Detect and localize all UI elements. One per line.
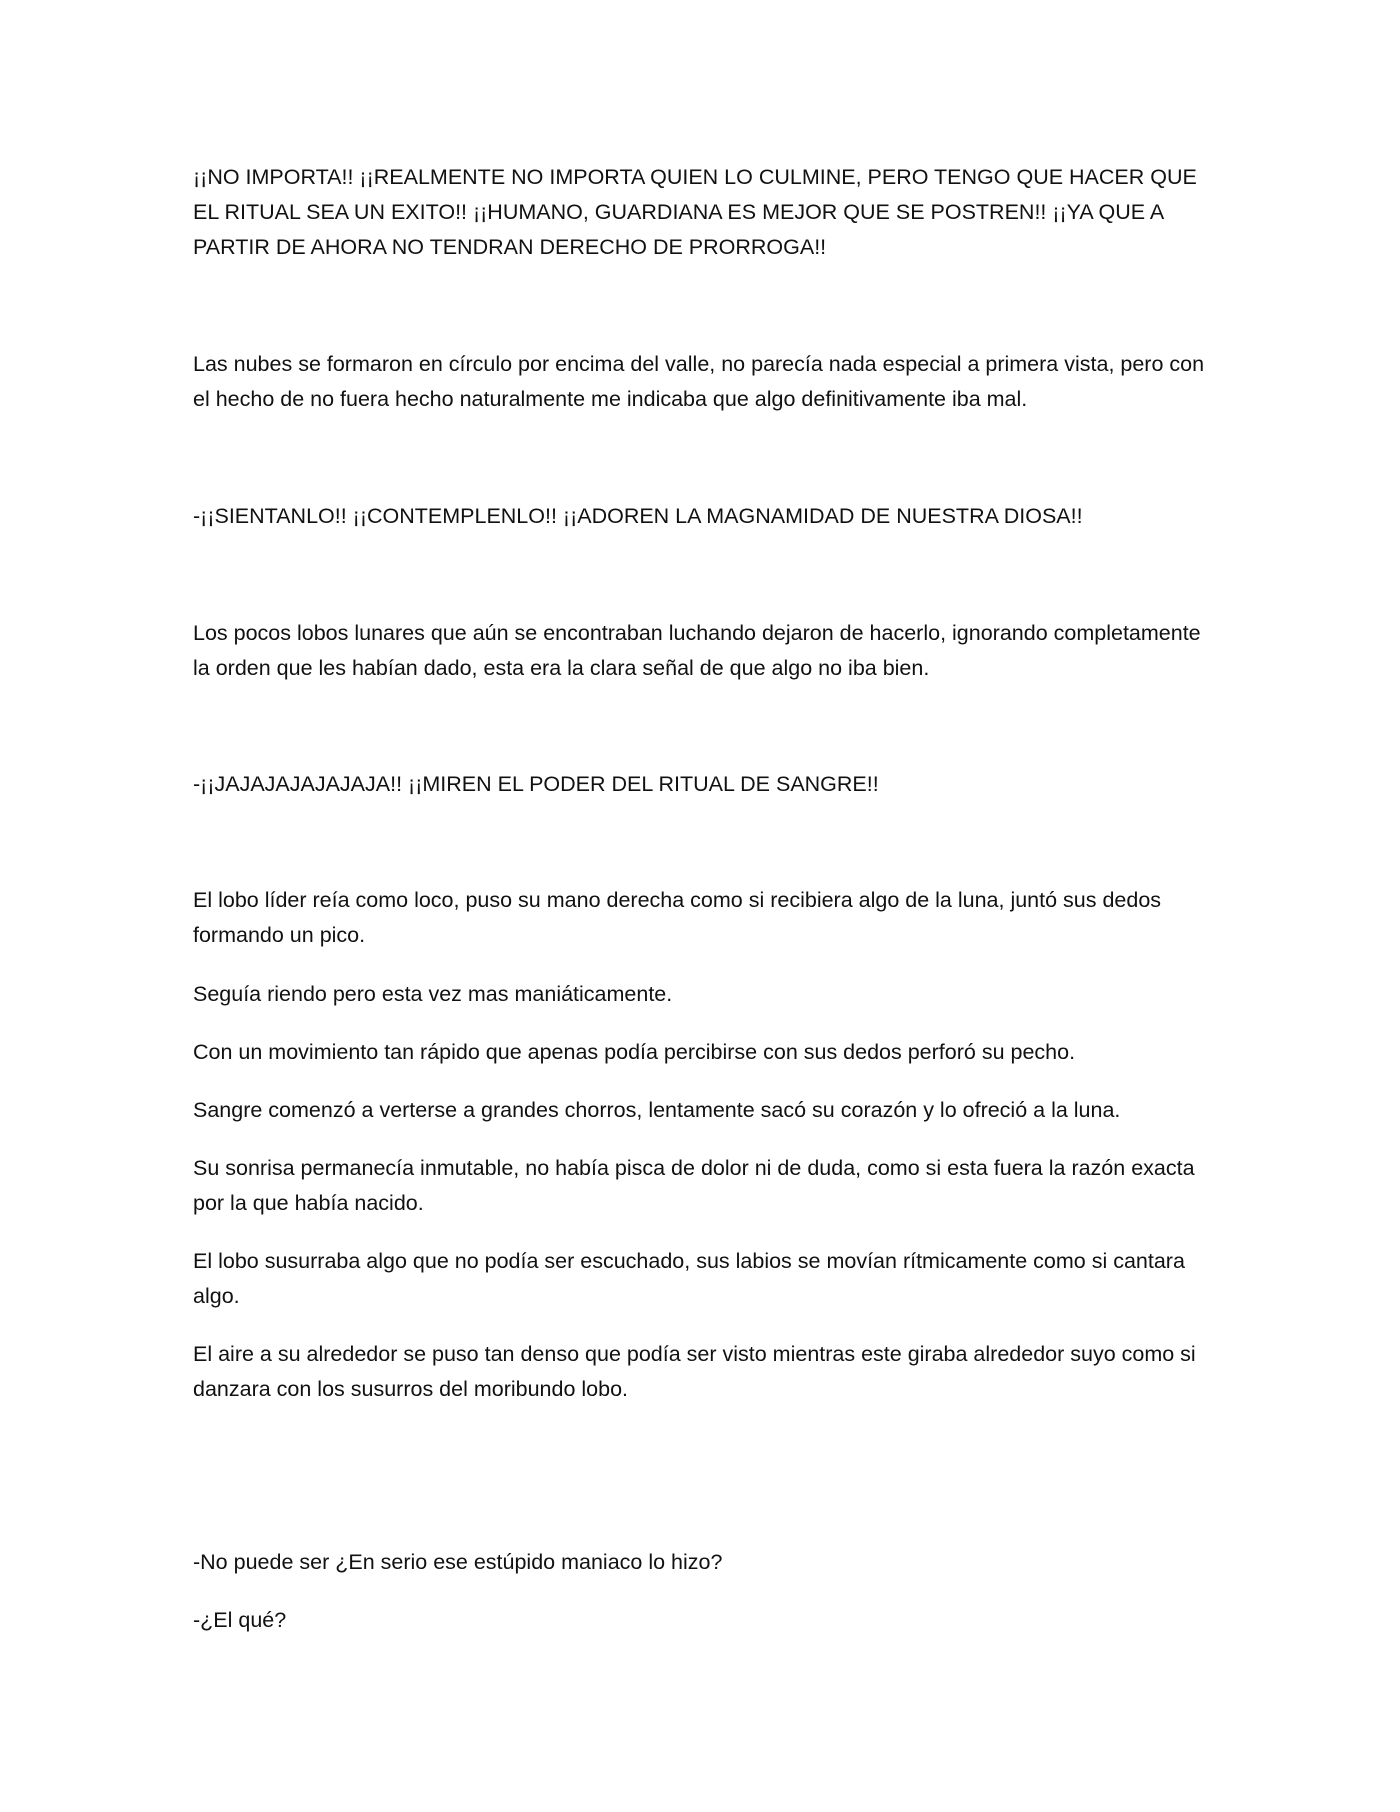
paragraph-5: -¡¡JAJAJAJAJAJAJA!! ¡¡MIREN EL PODER DEL RITUAL DE SANGRE!!: [193, 772, 879, 796]
paragraph-10: Su sonrisa permanecía inmutable, no había pisca de dolor ni de duda, como si esta fuera la razón exacta por la que había nacido.: [193, 1156, 1195, 1215]
paragraph-13: -No puede ser ¿En serio ese estúpido maniaco lo hizo?: [193, 1550, 723, 1574]
paragraph-1: ¡¡NO IMPORTA!! ¡¡REALMENTE NO IMPORTA QUIEN LO CULMINE, PERO TENGO QUE HACER QUE EL RITUAL SEA UN EXITO!! ¡¡HUMANO, GUARDIANA ES MEJOR QUE SE POSTREN!! ¡¡YA QUE A PARTIR DE AHORA NO TENDRAN DERECHO DE PRORROGA!!: [193, 165, 1197, 259]
paragraph-2: Las nubes se formaron en círculo por encima del valle, no parecía nada especial a primera vista, pero con el hecho de no fuera hecho naturalmente me indicaba que algo definitivamente iba mal.: [193, 352, 1205, 411]
paragraph-9: Sangre comenzó a verterse a grandes chorros, lentamente sacó su corazón y lo ofreció a la luna.: [193, 1098, 1121, 1122]
paragraph-6: El lobo líder reía como loco, puso su mano derecha como si recibiera algo de la luna, juntó sus dedos formando un pico.: [193, 888, 1162, 947]
paragraph-7: Seguía riendo pero esta vez mas maniáticamente.: [193, 982, 673, 1006]
paragraph-8: Con un movimiento tan rápido que apenas podía percibirse con sus dedos perforó su pecho.: [193, 1040, 1076, 1064]
paragraph-14: -¿El qué?: [193, 1608, 287, 1632]
paragraph-12: El aire a su alrededor se puso tan denso que podía ser visto mientras este giraba alrededor suyo como si danzara con los susurros del moribundo lobo.: [193, 1342, 1196, 1401]
paragraph-3: -¡¡SIENTANLO!! ¡¡CONTEMPLENLO!! ¡¡ADOREN LA MAGNAMIDAD DE NUESTRA DIOSA!!: [193, 504, 1083, 528]
paragraph-11: El lobo susurraba algo que no podía ser escuchado, sus labios se movían rítmicamente como si cantara algo.: [193, 1249, 1185, 1308]
paragraph-4: Los pocos lobos lunares que aún se encontraban luchando dejaron de hacerlo, ignorando completamente la orden que les habían dado, esta era la clara señal de que algo no iba bien.: [193, 621, 1201, 680]
